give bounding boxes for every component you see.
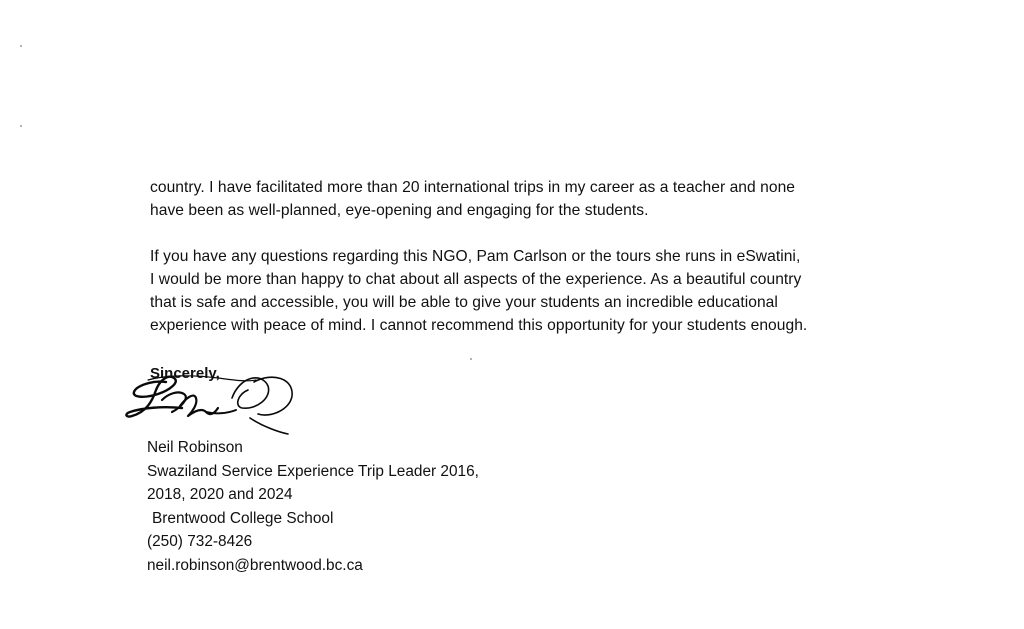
- scan-speck: [20, 125, 22, 127]
- signature-block: [147, 436, 479, 577]
- closing-salutation: Sincerely,: [150, 365, 220, 382]
- signer-title: Swaziland Service Experience Trip Leader 2016,: [147, 462, 479, 480]
- paragraph-line: I would be more than happy to chat about all aspects of the experience. As a beautiful country: [150, 271, 802, 288]
- signer-title-years: 2018, 2020 and 2024: [147, 486, 293, 503]
- signer-email: neil.robinson@brentwood.bc.ca: [147, 556, 363, 574]
- paragraph-line: that is safe and accessible, you will be able to give your students an incredible educational: [150, 294, 778, 311]
- scan-speck: [20, 45, 22, 47]
- paragraph-line: If you have any questions regarding this NGO, Pam Carlson or the tours she runs in eSwatini,: [150, 248, 801, 265]
- paragraph-line: have been as well-planned, eye-opening and engaging for the students.: [150, 202, 649, 219]
- body-paragraph-2: [150, 245, 910, 337]
- paragraph-line: country. I have facilitated more than 20 international trips in my career as a teacher and none: [150, 179, 796, 196]
- signer-name: Neil Robinson: [147, 439, 243, 456]
- scan-speck: [470, 358, 472, 360]
- body-paragraph-1: [150, 176, 910, 222]
- signer-organization: Brentwood College School: [152, 509, 334, 527]
- signer-phone: (250) 732-8426: [147, 533, 253, 550]
- handwritten-signature: [122, 368, 302, 440]
- paragraph-line: experience with peace of mind. I cannot recommend this opportunity for your students enough.: [150, 317, 808, 334]
